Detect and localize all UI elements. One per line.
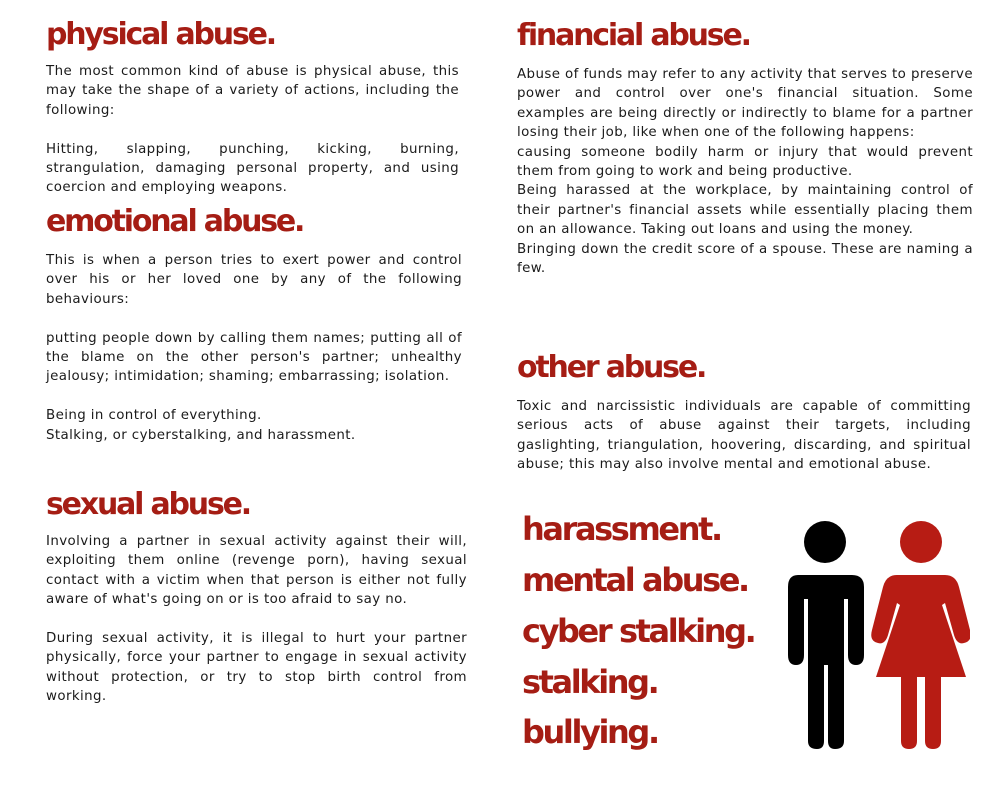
financial-abuse-harm: causing someone bodily harm or injury that would prevent them from going to work and being productive. xyxy=(517,144,973,180)
physical-abuse-examples: Hitting, slapping, punching, kicking, burning, strangulation, damaging personal property, and using coercion and employing weapons. xyxy=(46,141,459,196)
physical-abuse-intro: The most common kind of abuse is physical abuse, this may take the shape of a variety of actions, including the following: xyxy=(46,64,459,118)
financial-abuse-text xyxy=(517,65,973,278)
sexual-abuse-text xyxy=(46,532,467,707)
gender-figures-illustration xyxy=(780,515,970,755)
emotional-abuse-text xyxy=(46,251,462,445)
abuse-type-cyber-stalking: cyber stalking. xyxy=(522,612,755,650)
physical-abuse-text xyxy=(46,62,459,198)
male-person-icon xyxy=(788,521,864,749)
physical-abuse-heading: physical abuse. xyxy=(46,17,275,52)
financial-abuse-workplace: Being harassed at the workplace, by maintaining control of their partner's financial assets while essentially placing them on an allowance. Taking out loans and using the money. xyxy=(517,183,973,238)
abuse-type-harassment: harassment. xyxy=(522,510,721,548)
financial-abuse-heading: financial abuse. xyxy=(517,18,750,53)
sexual-abuse-heading: sexual abuse. xyxy=(46,487,250,522)
financial-abuse-credit: Bringing down the credit score of a spouse. These are naming a few. xyxy=(517,241,973,277)
sexual-abuse-details: During sexual activity, it is illegal to hurt your partner physically, force your partner to engage in sexual activity without protection, or try to stop birth control from working. xyxy=(46,631,467,705)
other-abuse-text xyxy=(517,397,971,475)
other-abuse-heading: other abuse. xyxy=(517,350,706,385)
sexual-abuse-intro: Involving a partner in sexual activity against their will, exploiting them online (revenge porn), having sexual contact with a victim when that person is either not fully aware of what's going on or is too afraid to say no. xyxy=(46,534,467,608)
emotional-abuse-behaviours: putting people down by calling them names; putting all of the blame on the other person's partner; unhealthy jealousy; intimidation; shaming; embarrassing; isolation. xyxy=(46,330,462,385)
emotional-abuse-intro: This is when a person tries to exert power and control over his or her loved one by any of the following behaviours: xyxy=(46,253,462,307)
emotional-abuse-stalking: Stalking, or cyberstalking, and harassment. xyxy=(46,427,356,443)
abuse-type-stalking: stalking. xyxy=(522,663,658,701)
abuse-type-mental-abuse: mental abuse. xyxy=(522,561,748,599)
other-abuse-description: Toxic and narcissistic individuals are capable of committing serious acts of abuse against their targets, including gaslighting, triangulation, hoovering, discarding, and spiritual abuse; this may also involve mental and emotional abuse. xyxy=(517,399,971,473)
financial-abuse-intro: Abuse of funds may refer to any activity that serves to preserve power and control over one's financial situation. Some examples are being directly or indirectly to blame for a partner losing their job, like when one of the following happens: xyxy=(517,67,973,141)
emotional-abuse-heading: emotional abuse. xyxy=(46,204,304,239)
abuse-type-bullying: bullying. xyxy=(522,713,658,751)
female-person-icon xyxy=(871,521,970,749)
emotional-abuse-control: Being in control of everything. xyxy=(46,408,262,424)
